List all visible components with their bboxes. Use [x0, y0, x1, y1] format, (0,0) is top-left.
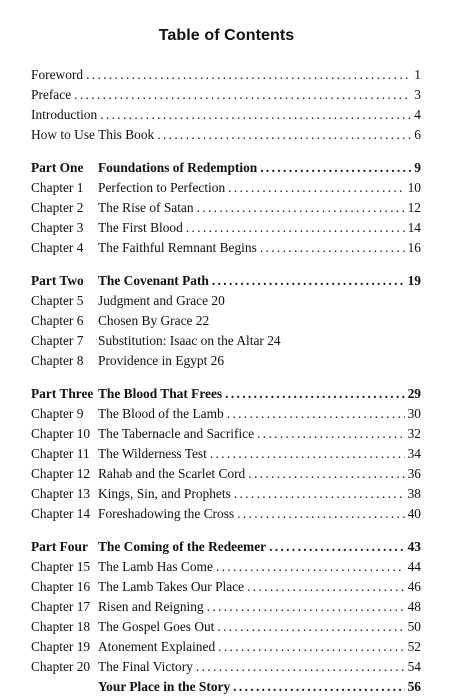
dot-leader	[269, 538, 405, 556]
toc-chapter-5[interactable]	[31, 292, 421, 310]
chapter-page: 14	[407, 220, 421, 235]
toc-chapter-11[interactable]	[31, 445, 421, 463]
chapter-page: 38	[407, 486, 421, 501]
toc-chapter-19[interactable]	[31, 638, 421, 656]
chapter-title: The Tabernacle and Sacrifice	[98, 426, 255, 441]
chapter-title: The Final Victory	[98, 659, 193, 674]
chapter-title: The Lamb Has Come	[98, 559, 213, 574]
dot-leader	[260, 159, 411, 177]
chapter-label: Chapter 7	[31, 333, 84, 348]
closing-page: 56	[407, 679, 421, 694]
chapter-label: Chapter 8	[31, 353, 84, 368]
dot-leader	[233, 678, 404, 696]
toc-entry-how-to-use[interactable]	[31, 126, 421, 144]
part-label: Part One	[31, 160, 84, 175]
page-title: Table of Contents	[158, 27, 295, 44]
chapter-page: 16	[407, 240, 421, 255]
dot-leader	[217, 618, 404, 636]
toc-chapter-4[interactable]	[31, 239, 421, 257]
toc-part-three[interactable]	[31, 385, 421, 403]
dot-leader	[247, 578, 405, 596]
chapter-label: Chapter 20	[31, 659, 91, 674]
chapter-title: Substitution: Isaac on the Altar 24	[98, 333, 281, 348]
closing-title: Your Place in the Story	[98, 679, 231, 694]
chapter-label: Chapter 19	[31, 639, 91, 654]
toc-chapter-20[interactable]	[31, 658, 421, 676]
chapter-label: Chapter 17	[31, 599, 91, 614]
chapter-page: 48	[407, 599, 421, 614]
chapter-page: 50	[407, 619, 421, 634]
dot-leader	[100, 106, 411, 124]
chapter-page: 52	[407, 639, 421, 654]
entry-title: Introduction	[31, 107, 98, 122]
chapter-title: The Gospel Goes Out	[98, 619, 215, 634]
entry-title: Foreword	[31, 67, 84, 82]
toc-chapter-8[interactable]	[31, 352, 421, 370]
chapter-title: The Rise of Satan	[98, 200, 194, 215]
toc-entry-preface[interactable]	[31, 86, 421, 104]
chapter-page: 32	[407, 426, 421, 441]
chapter-label: Chapter 9	[31, 406, 84, 421]
toc-chapter-1[interactable]	[31, 179, 421, 197]
dot-leader	[196, 658, 405, 676]
entry-page: 3	[414, 87, 421, 102]
dot-leader	[186, 219, 405, 237]
chapter-page: 30	[407, 406, 421, 421]
part-label: Part Four	[31, 539, 88, 554]
chapter-page: 54	[407, 659, 421, 674]
entry-page: 6	[414, 127, 421, 142]
chapter-label: Chapter 6	[31, 313, 84, 328]
toc-chapter-2[interactable]	[31, 199, 421, 217]
toc-chapter-18[interactable]	[31, 618, 421, 636]
toc-chapter-14[interactable]	[31, 505, 421, 523]
dot-leader	[212, 272, 405, 290]
chapter-title: Risen and Reigning	[98, 599, 204, 614]
chapter-label: Chapter 2	[31, 200, 84, 215]
chapter-label: Chapter 13	[31, 486, 91, 501]
toc-chapter-10[interactable]	[31, 425, 421, 443]
toc-part-one[interactable]	[31, 159, 421, 177]
chapter-label: Chapter 16	[31, 579, 91, 594]
dot-leader	[237, 505, 404, 523]
dot-leader	[216, 558, 405, 576]
chapter-page: 12	[407, 200, 421, 215]
chapter-label: Chapter 12	[31, 466, 91, 481]
dot-leader	[157, 126, 411, 144]
entry-title: Preface	[31, 87, 72, 102]
toc-entry-introduction[interactable]	[31, 106, 421, 124]
part-label: Part Two	[31, 273, 84, 288]
part-title: The Coming of the Redeemer	[98, 539, 267, 554]
toc-entry-foreword[interactable]	[31, 66, 421, 84]
toc-closing-entry[interactable]	[31, 678, 421, 696]
dot-leader	[260, 239, 405, 257]
chapter-label: Chapter 18	[31, 619, 91, 634]
dot-leader	[207, 598, 405, 616]
toc-chapter-16[interactable]	[31, 578, 421, 596]
chapter-label: Chapter 14	[31, 506, 91, 521]
toc-chapter-17[interactable]	[31, 598, 421, 616]
entry-page: 1	[414, 67, 421, 82]
toc-chapter-12[interactable]	[31, 465, 421, 483]
part-page: 43	[407, 539, 421, 554]
chapter-title: The Faithful Remnant Begins	[98, 240, 257, 255]
part-title: Foundations of Redemption	[98, 160, 258, 175]
chapter-title: Providence in Egypt 26	[98, 353, 225, 368]
toc-part-two[interactable]	[31, 272, 421, 290]
chapter-label: Chapter 15	[31, 559, 91, 574]
dot-leader	[257, 425, 405, 443]
dot-leader	[197, 199, 405, 217]
part-title: The Blood That Frees	[98, 386, 223, 401]
chapter-page: 46	[407, 579, 421, 594]
toc-part-four[interactable]	[31, 538, 421, 556]
toc-chapter-6[interactable]	[31, 312, 421, 330]
chapter-title: Kings, Sin, and Prophets	[98, 486, 231, 501]
chapter-title: The Lamb Takes Our Place	[98, 579, 245, 594]
chapter-page: 36	[407, 466, 421, 481]
chapter-title: Atonement Explained	[98, 639, 216, 654]
chapter-page: 10	[407, 180, 421, 195]
dot-leader	[86, 66, 411, 84]
part-title: The Covenant Path	[98, 273, 209, 288]
chapter-title: The First Blood	[98, 220, 183, 235]
part-page: 29	[407, 386, 421, 401]
toc-chapter-7[interactable]	[31, 332, 421, 350]
part-page: 19	[407, 273, 421, 288]
dot-leader	[248, 465, 404, 483]
chapter-label: Chapter 10	[31, 426, 91, 441]
toc-chapter-13[interactable]	[31, 485, 421, 503]
chapter-label: Chapter 1	[31, 180, 84, 195]
dot-leader	[227, 405, 405, 423]
chapter-page: 40	[407, 506, 421, 521]
chapter-label: Chapter 11	[31, 446, 90, 461]
chapter-title: The Wilderness Test	[98, 446, 207, 461]
toc-chapter-9[interactable]	[31, 405, 421, 423]
dot-leader	[210, 445, 405, 463]
part-page: 9	[414, 160, 421, 175]
chapter-title: Judgment and Grace 20	[98, 293, 225, 308]
chapter-title: The Blood of the Lamb	[98, 406, 224, 421]
dot-leader	[218, 638, 404, 656]
entry-page: 4	[414, 107, 421, 122]
toc-chapter-15[interactable]	[31, 558, 421, 576]
chapter-label: Chapter 5	[31, 293, 84, 308]
dot-leader	[225, 385, 404, 403]
chapter-page: 34	[407, 446, 421, 461]
dot-leader	[234, 485, 405, 503]
part-label: Part Three	[31, 386, 94, 401]
dot-leader	[228, 179, 404, 197]
chapter-title: Chosen By Grace 22	[98, 313, 210, 328]
entry-title: How to Use This Book	[31, 127, 155, 142]
toc-chapter-3[interactable]	[31, 219, 421, 237]
chapter-title: Rahab and the Scarlet Cord	[98, 466, 246, 481]
chapter-page: 44	[407, 559, 421, 574]
chapter-title: Foreshadowing the Cross	[98, 506, 235, 521]
chapter-title: Perfection to Perfection	[98, 180, 226, 195]
chapter-label: Chapter 3	[31, 220, 84, 235]
dot-leader	[74, 86, 411, 104]
chapter-label: Chapter 4	[31, 240, 84, 255]
